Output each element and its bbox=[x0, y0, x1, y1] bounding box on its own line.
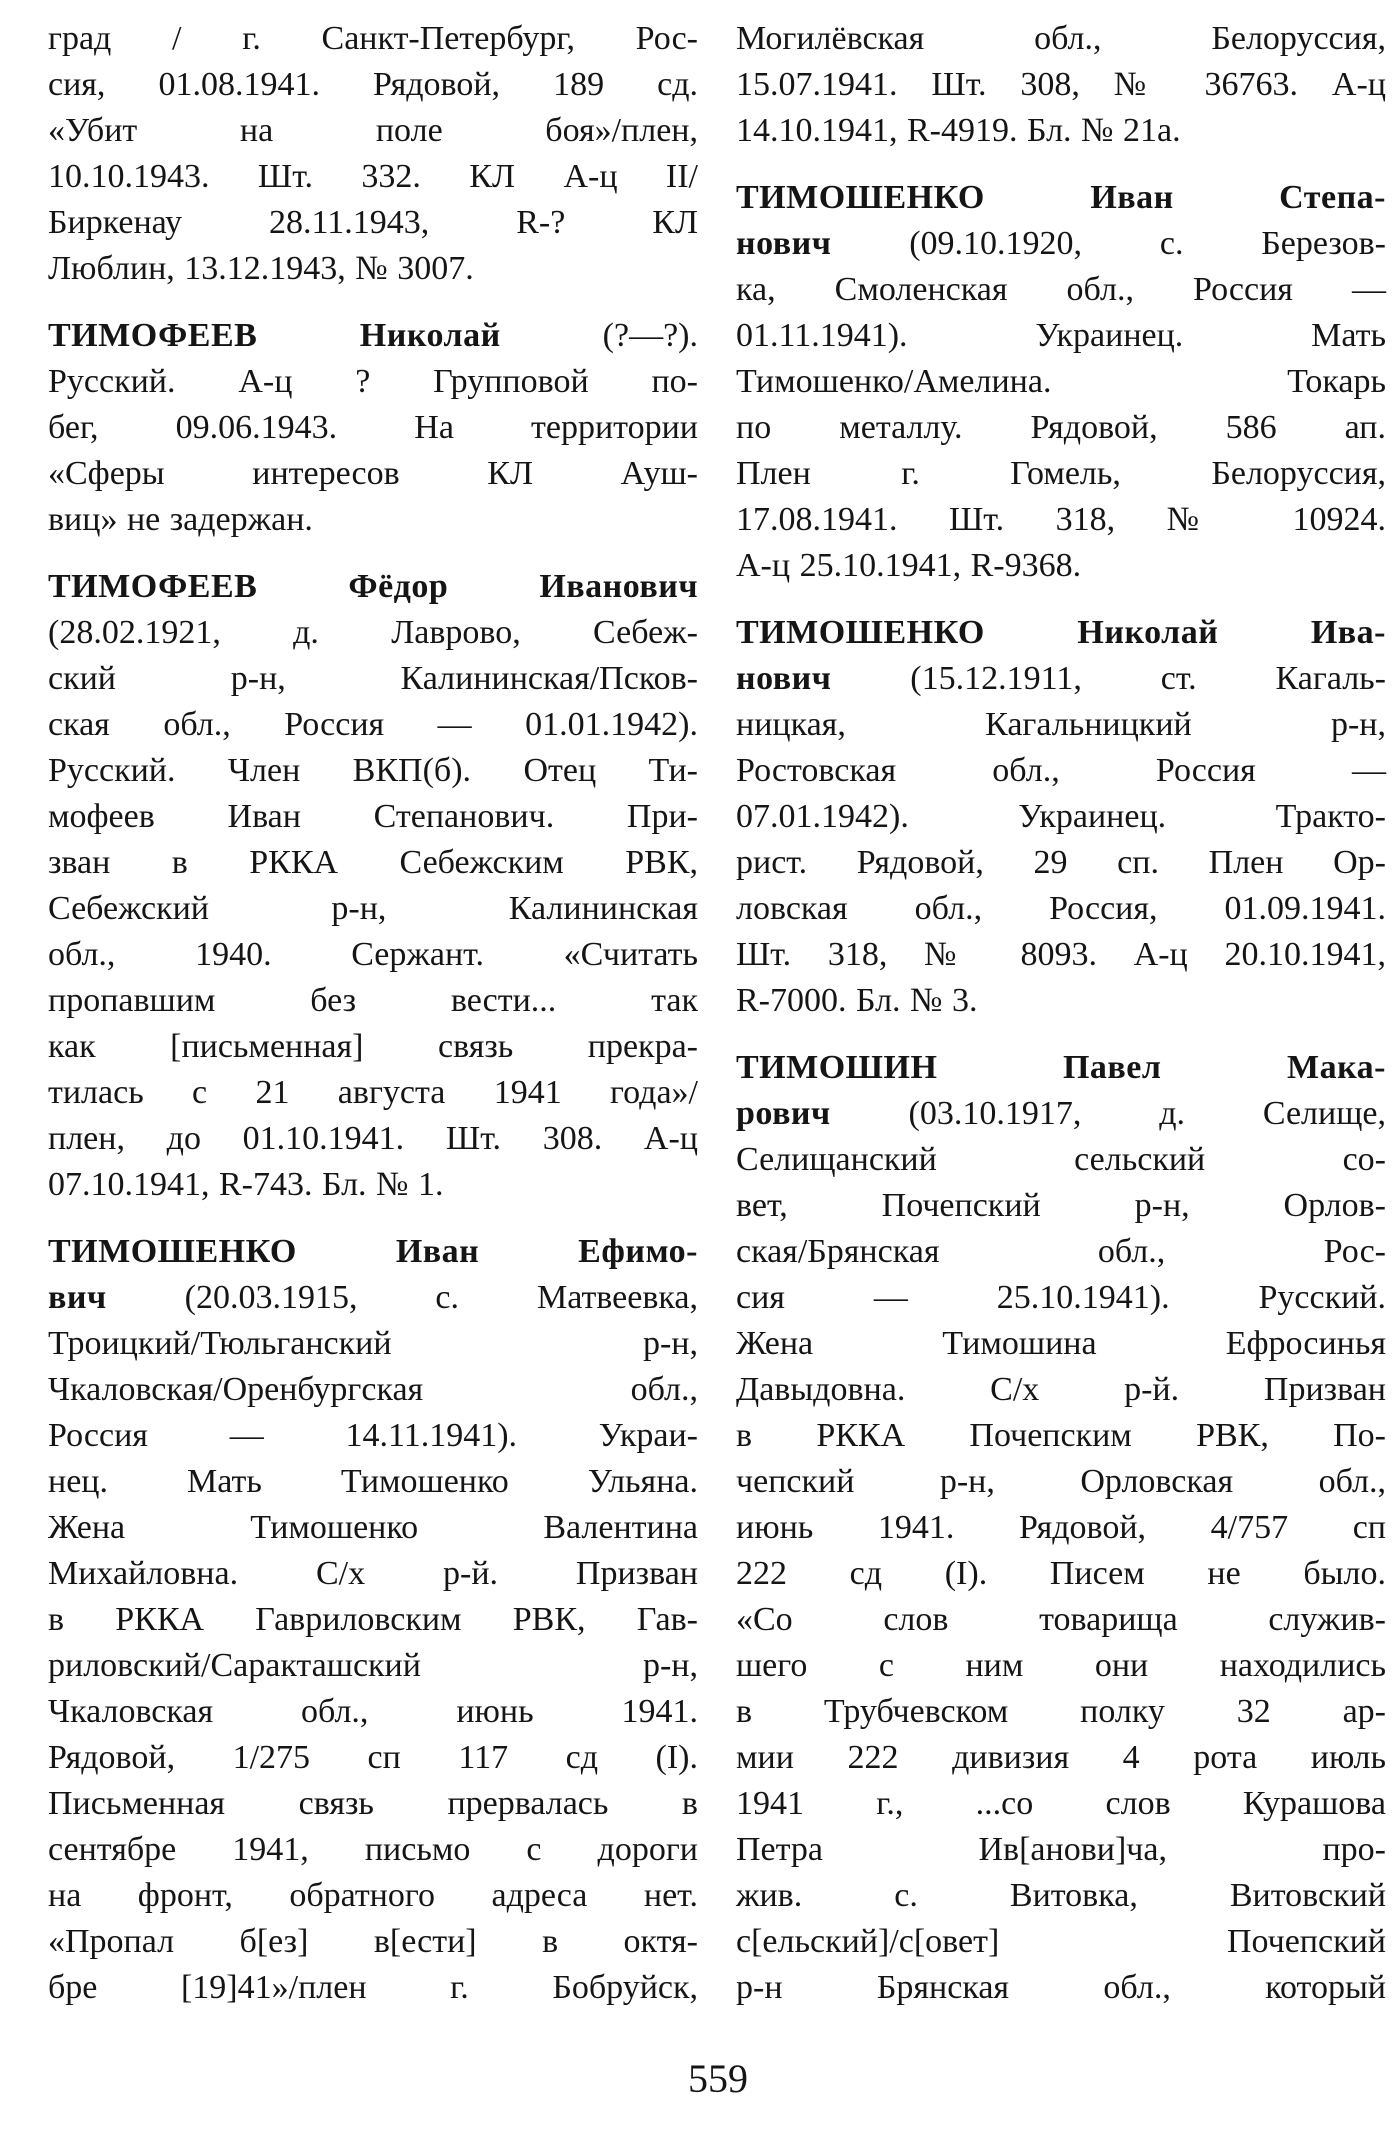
entry-timoshenko-ivan-stepanovich bbox=[736, 175, 1386, 589]
text-line: на фронт, обратного адреса нет. bbox=[48, 1877, 698, 1914]
continuation-from-previous-page bbox=[48, 16, 698, 292]
text-line: Шт. 318, № 8093. А-ц 20.10.1941, bbox=[736, 936, 1386, 973]
text-line: Петра Ив[анови]ча, про- bbox=[736, 1831, 1386, 1868]
text-line bbox=[48, 1229, 698, 1275]
text-line: 10.10.1943. Шт. 332. КЛ А-ц II/ bbox=[48, 158, 698, 195]
text-line: ка, Смоленская обл., Россия — bbox=[736, 271, 1386, 308]
text-line bbox=[736, 1045, 1386, 1091]
text-line: Рядовой, 1/275 сп 117 сд (I). bbox=[48, 1739, 698, 1776]
text-line: в Трубчевском полку 32 ар- bbox=[736, 1693, 1386, 1730]
text-line: вет, Почепский р-н, Орлов- bbox=[736, 1187, 1386, 1224]
text-line bbox=[736, 175, 1386, 221]
text-line: Русский. А-ц ? Групповой по- bbox=[48, 363, 698, 400]
text-line: ский р-н, Калининская/Псков- bbox=[48, 660, 698, 697]
text-line: Письменная связь прервалась в bbox=[48, 1785, 698, 1822]
entry-name-bold: ТИМОШЕНКО Иван Ефимо- bbox=[48, 1233, 698, 1270]
text-line: сия, 01.08.1941. Рядовой, 189 сд. bbox=[48, 66, 698, 103]
text-columns bbox=[48, 16, 1388, 2011]
text-line: р-н Брянская обл., который bbox=[736, 1969, 1386, 2006]
text-line: град / г. Санкт-Петербург, Рос- bbox=[48, 20, 698, 57]
text-line: Давыдовна. С/х р-й. Призван bbox=[736, 1371, 1386, 1408]
text-line: 15.07.1941. Шт. 308, № 36763. А-ц bbox=[736, 66, 1386, 103]
text-line: сентябре 1941, письмо с дороги bbox=[48, 1831, 698, 1868]
text-line: нец. Мать Тимошенко Ульяна. bbox=[48, 1463, 698, 1500]
text-line: ская обл., Россия — 01.01.1942). bbox=[48, 706, 698, 743]
entry-name-bold: ТИМОШЕНКО Иван Степа- bbox=[736, 179, 1386, 216]
text-line: 07.01.1942). Украинец. Тракто- bbox=[736, 798, 1386, 835]
text-line: зван в РККА Себежским РВК, bbox=[48, 844, 698, 881]
text-line: R-7000. Бл. № 3. bbox=[736, 982, 978, 1019]
text-line: мофеев Иван Степанович. При- bbox=[48, 798, 698, 835]
text-line: Жена Тимошина Ефросинья bbox=[736, 1325, 1386, 1362]
text-line: «Сферы интересов КЛ Ауш- bbox=[48, 455, 698, 492]
text-line: 01.11.1941). Украинец. Мать bbox=[736, 317, 1386, 354]
text-line: тилась с 21 августа 1941 года»/ bbox=[48, 1074, 698, 1111]
text-line: Себежский р-н, Калининская bbox=[48, 890, 698, 927]
text-line: чепский р-н, Орловская обл., bbox=[736, 1463, 1386, 1500]
text-line: по металлу. Рядовой, 586 ап. bbox=[736, 409, 1386, 446]
text-line: июнь 1941. Рядовой, 4/757 сп bbox=[736, 1509, 1386, 1546]
column-right bbox=[736, 16, 1386, 2011]
text-line: (28.02.1921, д. Лаврово, Себеж- bbox=[48, 614, 698, 651]
text-line: Михайловна. С/х р-й. Призван bbox=[48, 1555, 698, 1592]
text-line: как [письменная] связь прекра- bbox=[48, 1028, 698, 1065]
continuation-timoshenko-ivan-efimovich bbox=[736, 16, 1386, 154]
entry-name-bold: нович bbox=[736, 225, 832, 262]
text-line: Могилёвская обл., Белоруссия, bbox=[736, 20, 1386, 57]
entry-timoshenko-ivan-efimovich bbox=[48, 1229, 698, 2011]
text-line: Биркенау 28.11.1943, R-? КЛ bbox=[48, 204, 698, 241]
text-line: мии 222 дивизия 4 рота июль bbox=[736, 1739, 1386, 1776]
text-line: Россия — 14.11.1941). Украи- bbox=[48, 1417, 698, 1454]
text-line: 14.10.1941, R-4919. Бл. № 21а. bbox=[736, 112, 1181, 149]
text-line: пропавшим без вести... так bbox=[48, 982, 698, 1019]
entry-timofeev-fyodor-ivanovich bbox=[48, 564, 698, 1208]
text-line: «Пропал б[ез] в[ести] в октя- bbox=[48, 1923, 698, 1960]
entry-name-bold: рович bbox=[736, 1095, 831, 1132]
text-line bbox=[736, 610, 1386, 656]
text-line: нович (09.10.1920, с. Березов- bbox=[736, 225, 1386, 262]
entry-name-bold: ТИМОФЕЕВ Фёдор Иванович bbox=[48, 568, 698, 605]
entry-name-bold: ТИМОФЕЕВ Николай bbox=[48, 317, 501, 354]
text-line: Троицкий/Тюльганский р-н, bbox=[48, 1325, 698, 1362]
text-line: бег, 09.06.1943. На территории bbox=[48, 409, 698, 446]
text-line: Плен г. Гомель, Белоруссия, bbox=[736, 455, 1386, 492]
text-line: с[ельский]/с[овет] Почепский bbox=[736, 1923, 1386, 1960]
text-line: Русский. Член ВКП(б). Отец Ти- bbox=[48, 752, 698, 789]
text-line: «Убит на поле боя»/плен, bbox=[48, 112, 698, 149]
text-line: виц» не задержан. bbox=[48, 501, 313, 538]
page-number: 559 bbox=[688, 2056, 748, 2101]
text-line: 07.10.1941, R-743. Бл. № 1. bbox=[48, 1166, 444, 1203]
text-line: в РККА Почепским РВК, По- bbox=[736, 1417, 1386, 1454]
text-line: 222 сд (I). Писем не было. bbox=[736, 1555, 1386, 1592]
entry-name-bold: вич bbox=[48, 1279, 107, 1316]
text-line: «Со слов товарища служив- bbox=[736, 1601, 1386, 1638]
text-line: Люблин, 13.12.1943, № 3007. bbox=[48, 250, 474, 287]
entry-name-bold: ТИМОШЕНКО Николай Ива- bbox=[736, 614, 1386, 651]
text-line: рович (03.10.1917, д. Селище, bbox=[736, 1095, 1386, 1132]
entry-timofeev-nikolay bbox=[48, 313, 698, 543]
text-line: нович (15.12.1911, ст. Кагаль- bbox=[736, 660, 1386, 697]
text-line: ницкая, Кагальницкий р-н, bbox=[736, 706, 1386, 743]
entry-name-bold: нович bbox=[736, 660, 832, 697]
text-line: А-ц 25.10.1941, R-9368. bbox=[736, 547, 1082, 584]
text-line: 1941 г., ...со слов Курашова bbox=[736, 1785, 1386, 1822]
entry-name-bold: ТИМОШИН Павел Мака- bbox=[736, 1049, 1386, 1086]
text-line: вич (20.03.1915, с. Матвеевка, bbox=[48, 1279, 698, 1316]
text-line: Тимошенко/Амелина. Токарь bbox=[736, 363, 1386, 400]
text-line: сия — 25.10.1941). Русский. bbox=[736, 1279, 1386, 1316]
text-line: Ростовская обл., Россия — bbox=[736, 752, 1386, 789]
text-line: Чкаловская обл., июнь 1941. bbox=[48, 1693, 698, 1730]
text-line: ская/Брянская обл., Рос- bbox=[736, 1233, 1386, 1270]
text-line: плен, до 01.10.1941. Шт. 308. А-ц bbox=[48, 1120, 698, 1157]
text-line: рист. Рядовой, 29 сп. Плен Ор- bbox=[736, 844, 1386, 881]
text-line: бре [19]41»/плен г. Бобруйск, bbox=[48, 1969, 698, 2006]
text-line: ТИМОФЕЕВ Николай (?—?). bbox=[48, 317, 698, 354]
text-line bbox=[48, 564, 698, 610]
text-line: ловская обл., Россия, 01.09.1941. bbox=[736, 890, 1386, 927]
text-line: жив. с. Витовка, Витовский bbox=[736, 1877, 1386, 1914]
text-line: Чкаловская/Оренбургская обл., bbox=[48, 1371, 698, 1408]
text-line: Жена Тимошенко Валентина bbox=[48, 1509, 698, 1546]
text-line: риловский/Саракташский р-н, bbox=[48, 1647, 698, 1684]
text-line: обл., 1940. Сержант. «Считать bbox=[48, 936, 698, 973]
entry-timoshin-pavel-makarovich bbox=[736, 1045, 1386, 2011]
text-line: шего с ним они находились bbox=[736, 1647, 1386, 1684]
text-line: в РККА Гавриловским РВК, Гав- bbox=[48, 1601, 698, 1638]
text-line: Селищанский сельский со- bbox=[736, 1141, 1386, 1178]
text-line: 17.08.1941. Шт. 318, № 10924. bbox=[736, 501, 1386, 538]
entry-timoshenko-nikolay-ivanovich bbox=[736, 610, 1386, 1024]
column-left bbox=[48, 16, 698, 2011]
